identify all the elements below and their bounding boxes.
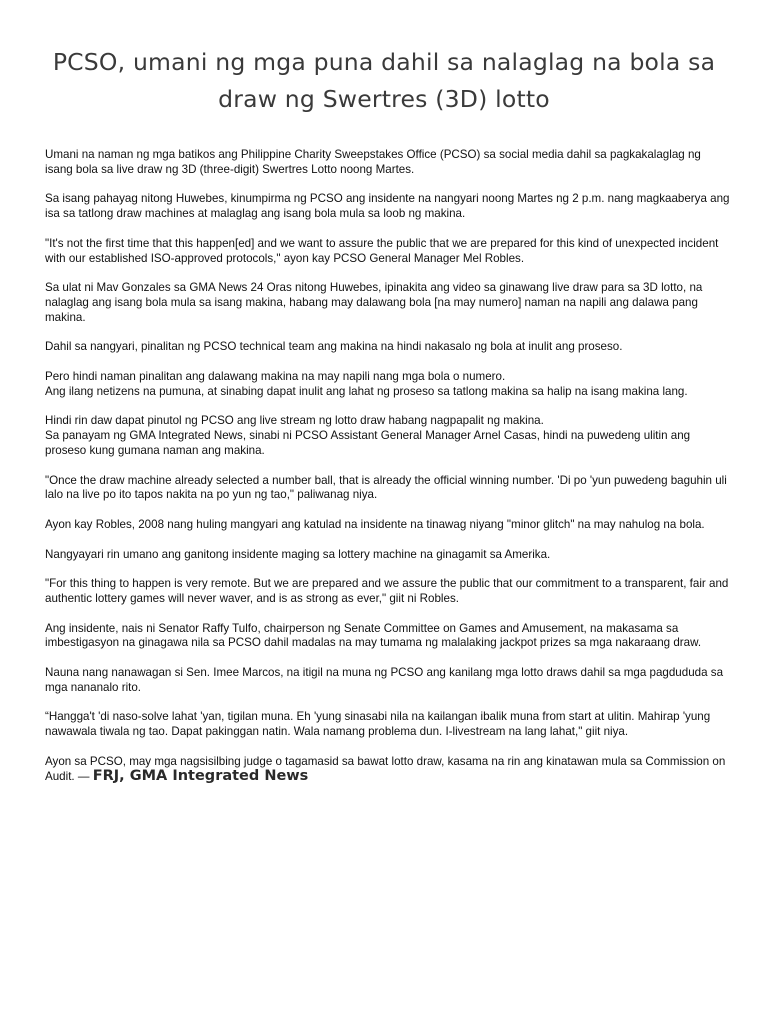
article-paragraph: Nauna nang nanawagan si Sen. Imee Marcos, na itigil na muna ng PCSO ang kanilang mga lotto draws dahil sa mga pagdududa sa mga nananalo rito. <box>45 665 724 694</box>
article-paragraph: Ayon kay Robles, 2008 nang huling mangyari ang katulad na insidente na tinawag niyang "minor glitch" na may nahulog na bola. <box>45 517 705 531</box>
article-paragraph: “Hangga't 'di naso-solve lahat 'yan, tigilan muna. Eh 'yung sinasabi nila na kailangan ibalik muna from start at ulitin. Mahirap 'yung nawawala tiwala ng tao. Dapat pakinggan natin. Wala namang problema dun. I-livestream na lang lahat," giit niya. <box>45 710 711 739</box>
article-paragraph: Sa ulat ni Mav Gonzales sa GMA News 24 Oras nitong Huwebes, ipinakita ang video sa ginawang live draw para sa 3D lotto, na nalaglag ang isang bola mula sa isang makina, habang may dalawang bola [na may numero] naman na napili ang dalawa pang makina. <box>45 281 703 324</box>
article-byline: FRJ, GMA Integrated News <box>92 768 309 785</box>
article-paragraph: Sa isang pahayag nitong Huwebes, kinumpirma ng PCSO ang insidente na nangyari noong Martes ng 2 p.m. nang magkaaberya ang isa sa tatlong draw machines at malaglag ang isang bola mula sa loob ng makina. <box>45 192 730 221</box>
article-paragraph: Ang insidente, nais ni Senator Raffy Tulfo, chairperson ng Senate Committee on Games and Amusement, na makasama sa imbestigasyon na ginagawa nila sa PCSO dahil madalas na may tumama ng malalaking jackpot prizes sa mga nakaraang draw. <box>45 621 702 650</box>
article-paragraph: Nangyayari rin umano ang ganitong insidente maging sa lottery machine na ginagamit sa Amerika. <box>45 547 551 561</box>
article-paragraph: Umani na naman ng mga batikos ang Philippine Charity Sweepstakes Office (PCSO) sa social media dahil sa pagkakalaglag ng isang bola sa live draw ng 3D (three-digit) Swertres Lotto noong Martes. <box>45 148 701 176</box>
article-paragraph: "For this thing to happen is very remote. But we are prepared and we assure the public that our commitment to a transparent, fair and authentic lottery games will never waver, and is as strong as ever," giit ni Robles. <box>45 577 729 605</box>
article-paragraph: Ayon sa PCSO, may mga nagsisilbing judge o tagamasid sa bawat lotto draw, kasama na rin ang kinatawan mula sa Commission on Audit. — <box>45 754 726 784</box>
article-paragraph: "It's not the first time that this happen[ed] and we want to assure the public that we are prepared for this kind of unexpected incident with our established ISO-approved protocols," ayon kay PCSO General Manager Mel Robles. <box>45 236 719 265</box>
article-body <box>45 148 730 785</box>
article-paragraph: Sa panayam ng GMA Integrated News, sinabi ni PCSO Assistant General Manager Arnel Casas, hindi na puwedeng ulitin ang proseso kung gumana naman ang makina. <box>45 429 691 457</box>
article-paragraph: "Once the draw machine already selected a number ball, that is already the official winning number. 'Di po 'yun puwedeng baguhin uli lalo na live po ito tapos nakita na po yun ng tao," paliwanag niya. <box>45 473 727 502</box>
article-paragraph: Ang ilang netizens na pumuna, at sinabing dapat inulit ang lahat ng proseso sa tatlong makina sa halip na isang makina lang. <box>45 384 688 398</box>
article-paragraph: Pero hindi naman pinalitan ang dalawang makina na may napili nang mga bola o numero. <box>45 369 506 383</box>
article-paragraph: Hindi rin daw dapat pinutol ng PCSO ang live stream ng lotto draw habang nagpapalit ng makina. <box>45 414 544 428</box>
article-paragraph: Dahil sa nangyari, pinalitan ng PCSO technical team ang makina na hindi nakasalo ng bola at inulit ang proseso. <box>45 340 623 354</box>
article-closing-paragraph <box>45 755 730 786</box>
article-headline: PCSO, umani ng mga puna dahil sa nalaglag na bola sa draw ng Swertres (3D) lotto <box>52 48 716 113</box>
